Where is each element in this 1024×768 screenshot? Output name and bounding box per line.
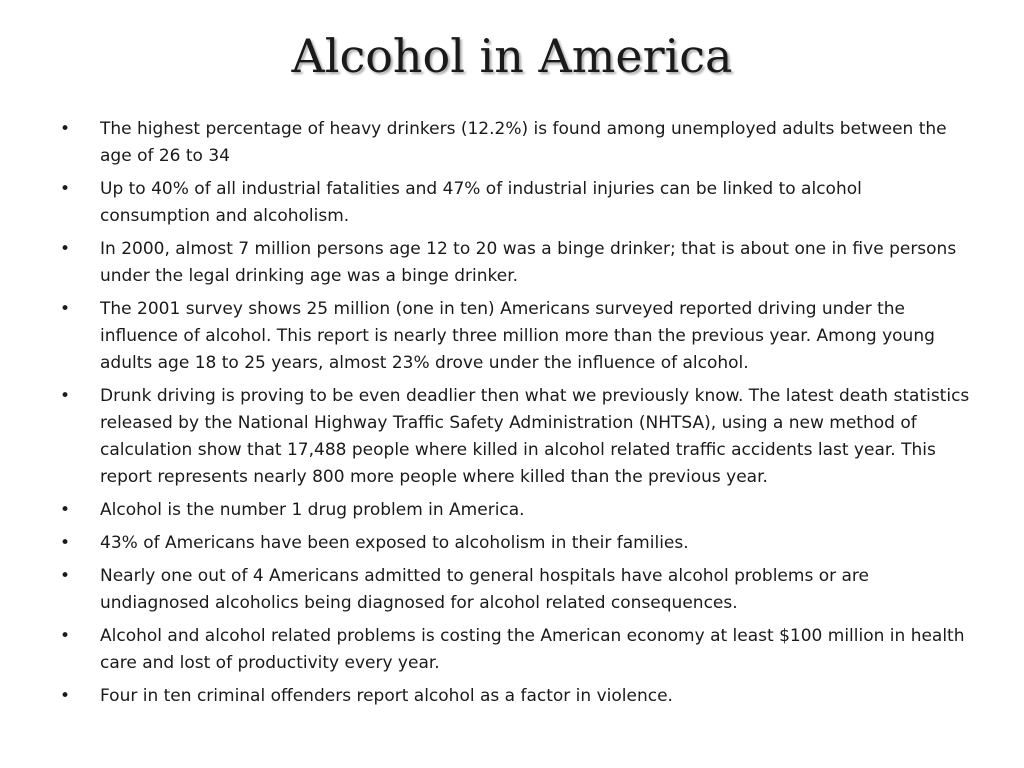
bullet-text: Four in ten criminal offenders report alcohol as a factor in violence. xyxy=(100,686,673,706)
bullet-marker: • xyxy=(60,299,71,319)
bullet-item xyxy=(60,563,972,617)
bullet-marker: • xyxy=(60,533,71,553)
slide-title: Alcohol in America xyxy=(291,29,733,83)
bullet-marker: • xyxy=(60,566,71,586)
bullet-list xyxy=(60,116,972,716)
bullet-item xyxy=(60,236,972,290)
bullet-item xyxy=(60,683,972,710)
bullet-text: 43% of Americans have been exposed to alcoholism in their families. xyxy=(100,533,689,553)
bullet-text: The 2001 survey shows 25 million (one in ten) Americans surveyed reported driving under the influence of alcohol. This report is nearly three million more than the previous year. Among young adults age 18 to 25 years, almost 23% drove under the influence of alcohol. xyxy=(100,299,935,373)
bullet-text: Alcohol is the number 1 drug problem in America. xyxy=(100,500,525,520)
bullet-text: In 2000, almost 7 million persons age 12 to 20 was a binge drinker; that is about one in five persons under the legal drinking age was a binge drinker. xyxy=(100,239,957,286)
bullet-marker: • xyxy=(60,500,71,520)
bullet-text: Up to 40% of all industrial fatalities and 47% of industrial injuries can be linked to alcohol consumption and alcoholism. xyxy=(100,179,862,226)
bullet-text: Nearly one out of 4 Americans admitted to general hospitals have alcohol problems or are undiagnosed alcoholics being diagnosed for alcohol related consequences. xyxy=(100,566,869,613)
bullet-item xyxy=(60,623,972,677)
bullet-marker: • xyxy=(60,386,71,406)
bullet-marker: • xyxy=(60,686,71,706)
bullet-item xyxy=(60,497,972,524)
bullet-marker: • xyxy=(60,239,71,259)
bullet-marker: • xyxy=(60,179,71,199)
bullet-text: Alcohol and alcohol related problems is costing the American economy at least $100 million in health care and lost of productivity every year. xyxy=(100,626,965,673)
bullet-text: Drunk driving is proving to be even deadlier then what we previously know. The latest death statistics released by the National Highway Traffic Safety Administration (NHTSA), using a new method of calculation show that 17,488 people where killed in alcohol related traffic accidents last year. This report represents nearly 800 more people where killed than the previous year. xyxy=(100,386,970,487)
bullet-item xyxy=(60,116,972,170)
bullet-item xyxy=(60,530,972,557)
bullet-item xyxy=(60,176,972,230)
bullet-marker: • xyxy=(60,119,71,139)
bullet-marker: • xyxy=(60,626,71,646)
bullet-item xyxy=(60,296,972,377)
bullet-item xyxy=(60,383,972,491)
bullet-text: The highest percentage of heavy drinkers (12.2%) is found among unemployed adults between the age of 26 to 34 xyxy=(100,119,947,166)
